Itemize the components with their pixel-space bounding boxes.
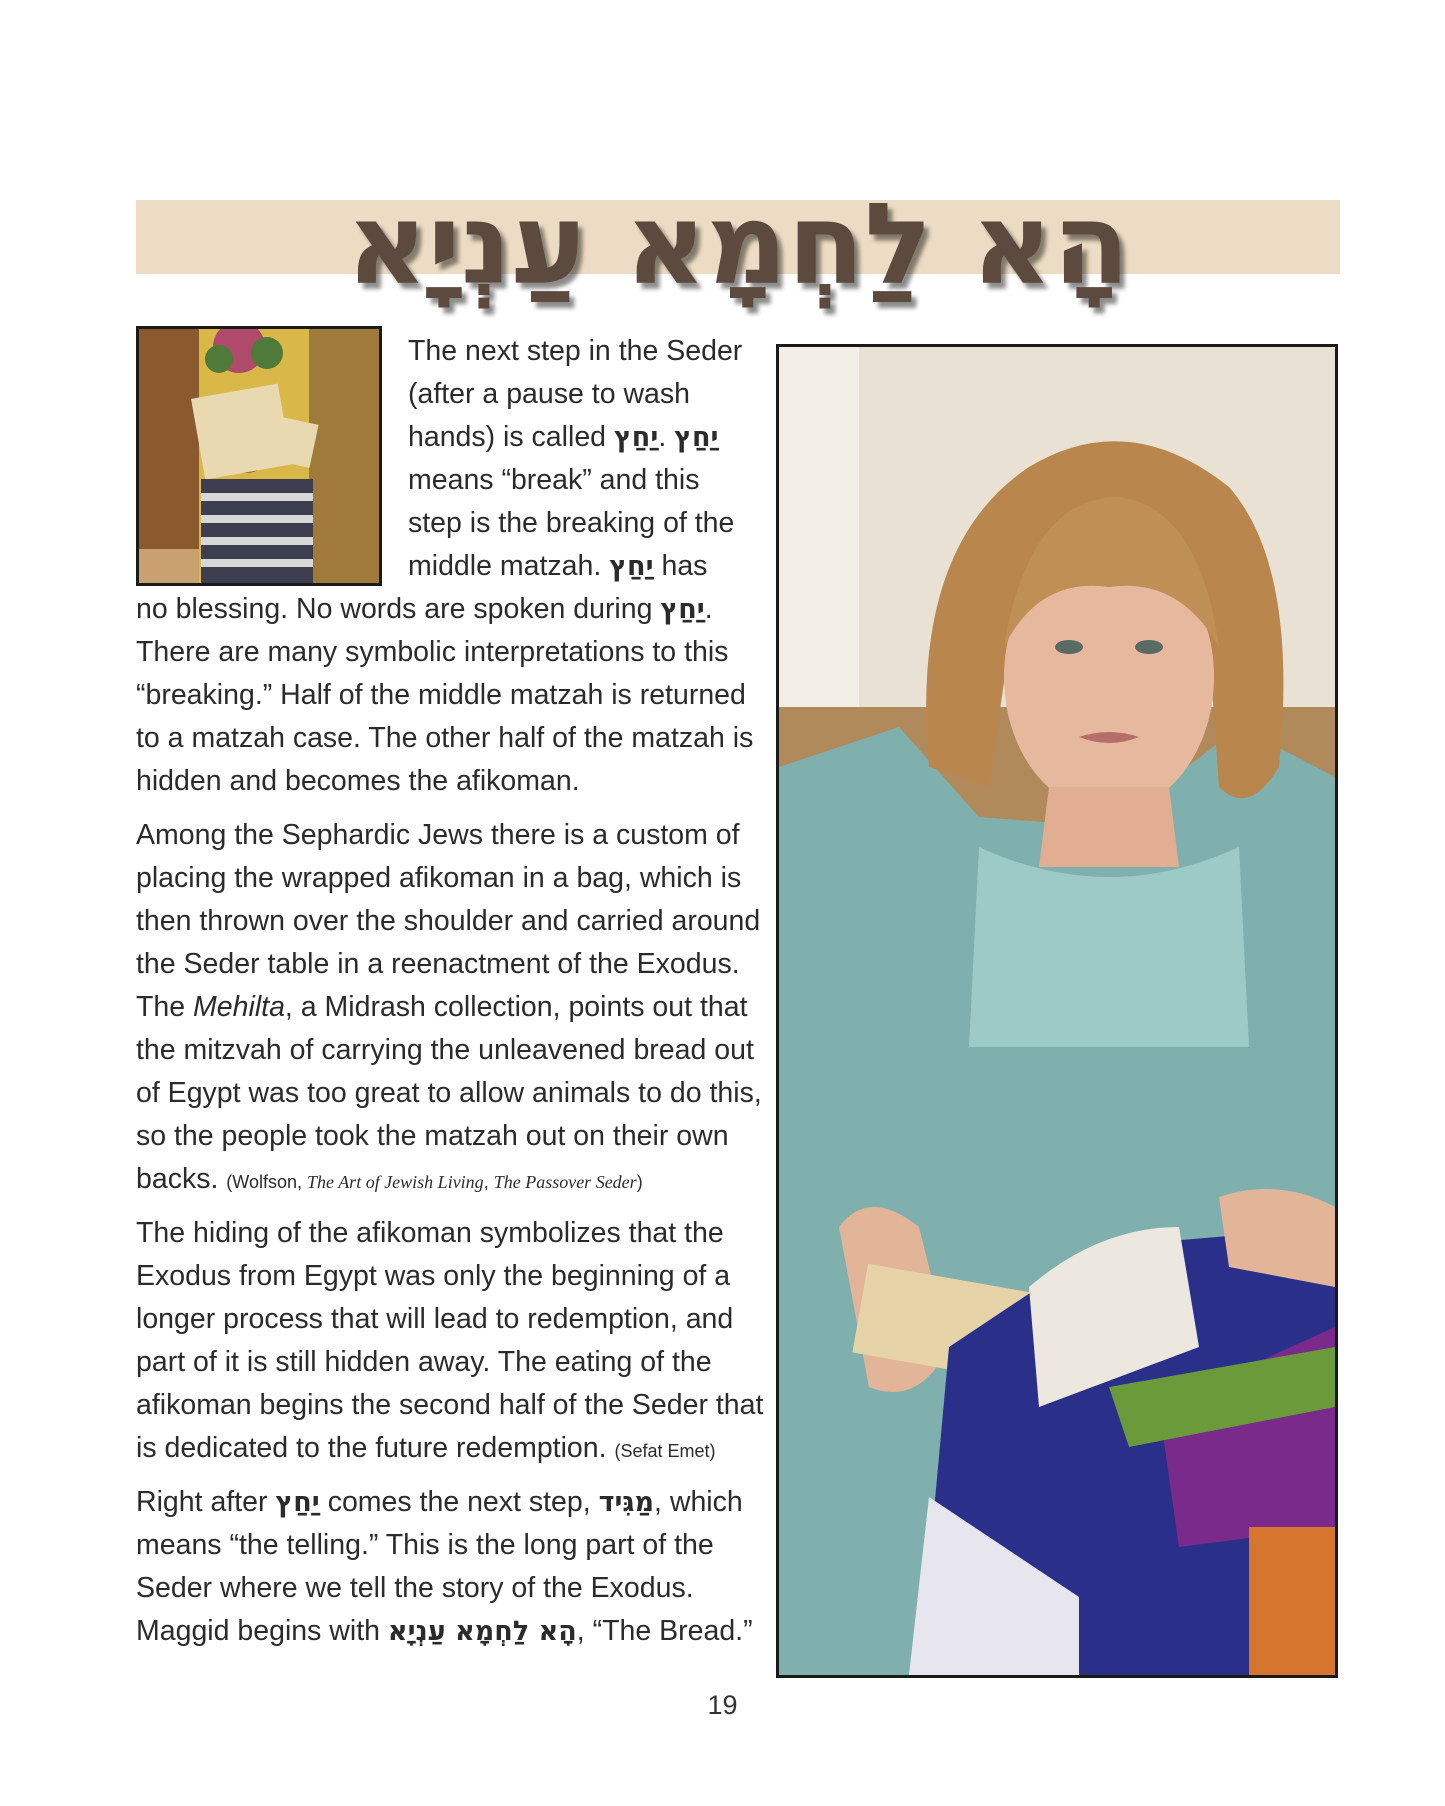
p4-line: Seder where we tell the story of the Exodus. [136, 1572, 694, 1604]
text-span: has [661, 550, 708, 582]
p4-line [136, 1610, 766, 1653]
p3-line: Exodus from Egypt was only the beginning of a [136, 1260, 731, 1292]
hebrew-yachatz: יַחַץ [613, 422, 659, 453]
text-span: comes the next step, [327, 1486, 591, 1518]
p1-line: (after a pause to wash [408, 378, 690, 410]
p3-line: The hiding of the afikoman symbolizes that the [136, 1217, 724, 1249]
p1-line: “breaking.” Half of the middle matzah is returned [136, 679, 746, 711]
p2-line: the mitzvah of carrying the unleavened bread out [136, 1034, 754, 1066]
p2-line: Among the Sephardic Jews there is a custom of [136, 819, 740, 851]
citation-text: (Wolfson, [226, 1172, 302, 1192]
text-span: backs. [136, 1163, 219, 1195]
article-body [136, 330, 766, 1653]
text-span: no blessing. No words are spoken during [136, 593, 653, 625]
p2-line [136, 1158, 766, 1201]
hebrew-ha-lachma: הָא לַחְמָא עַנְיָא [387, 1616, 577, 1647]
p4-line: means “the telling.” This is the long part of the [136, 1529, 714, 1561]
hebrew-yachatz: יַחַץ [660, 594, 705, 625]
citation-book: The Art of Jewish Living [307, 1172, 484, 1192]
text-span: middle matzah. [408, 550, 602, 582]
p3-line: part of it is still hidden away. The eating of the [136, 1346, 712, 1378]
p1-line: hidden and becomes the afikoman. [136, 765, 580, 797]
text-span: Right after [136, 1486, 268, 1518]
text-span: The [136, 991, 186, 1023]
text-span: , which [654, 1486, 743, 1518]
p1-line: means “break” and this [408, 464, 700, 496]
p2-line: so the people took the matzah out on their own [136, 1120, 729, 1152]
p1-line: to a matzah case. The other half of the matzah is [136, 722, 754, 754]
p2-line: of Egypt was too great to allow animals to do this, [136, 1077, 762, 1109]
text-span: is dedicated to the future redemption. [136, 1432, 607, 1464]
hebrew-yachatz: יַחַץ [275, 1487, 320, 1518]
p1-line: no blessing. No words are spoken during יַחַץ. [136, 593, 713, 625]
mehilta-italic: Mehilta [193, 991, 285, 1023]
p1-line: The next step in the Seder [408, 335, 743, 367]
p3-line: afikoman begins the second half of the Seder that [136, 1389, 764, 1421]
p4-line [136, 1481, 766, 1524]
p1-line: There are many symbolic interpretations to this [136, 636, 729, 668]
woman-with-matzah-photo [776, 344, 1338, 1678]
page-title: הָא לַחְמָא עַנְיָא [346, 180, 1130, 310]
hebrew-yachatz: יַחַץ [609, 551, 654, 582]
hebrew-yachatz: יַחַץ [674, 422, 719, 453]
p1-line: hands) is called יַחַץ. יַחַץ [408, 421, 719, 453]
citation: (Wolfson, The Art of Jewish Living, The Passover Seder) [226, 1172, 643, 1192]
p3-line: longer process that will lead to redemption, and [136, 1303, 734, 1335]
text-span: Maggid begins with [136, 1615, 380, 1647]
hebrew-maggid: מַגִּיד [598, 1487, 655, 1518]
p1-line [136, 545, 766, 588]
p1-line: step is the breaking of the [408, 507, 735, 539]
text-span: , “The Bread.” [576, 1615, 753, 1647]
p2-line [136, 986, 766, 1029]
citation-book: The Passover Seder [493, 1172, 637, 1192]
p2-line: then thrown over the shoulder and carried around [136, 905, 761, 937]
text-span: , a Midrash collection, points out that [284, 991, 748, 1023]
citation-text: ) [636, 1172, 643, 1192]
citation: (Sefat Emet) [614, 1441, 716, 1461]
p3-line [136, 1427, 766, 1470]
p2-line: placing the wrapped afikoman in a bag, which is [136, 862, 742, 894]
text-span: hands) is called [408, 421, 607, 453]
page-number: 19 [707, 1690, 738, 1720]
p2-line: the Seder table in a reenactment of the Exodus. [136, 948, 740, 980]
